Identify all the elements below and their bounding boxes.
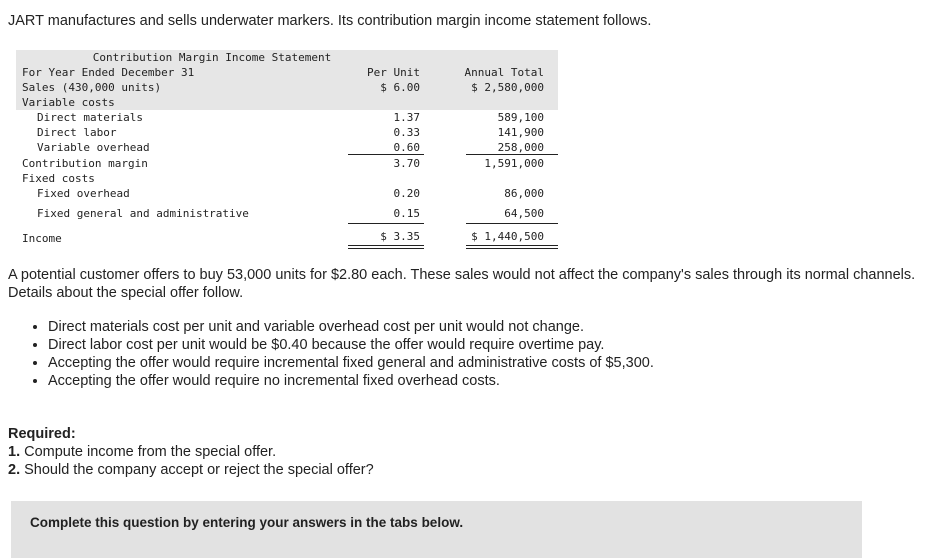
annual-value: 64,500 (504, 207, 544, 220)
per-unit-header: Per Unit (367, 66, 420, 79)
row-label: Fixed general and administrative (37, 207, 249, 220)
offer-text: A potential customer offers to buy 53,000 units for $2.80 each. These sales would not affect the company's sales through its normal channels. Details about the special offer follow. (8, 267, 916, 301)
per-unit-value: 3.70 (393, 157, 420, 170)
row-label: Sales (430,000 units) (22, 81, 162, 94)
row-label: Fixed overhead (37, 187, 130, 200)
annual-value: 258,000 (497, 141, 544, 154)
row-label: Direct materials (37, 111, 143, 124)
annual-value: 86,000 (504, 187, 544, 200)
tabs-instruction-panel (11, 501, 862, 558)
tabs-instruction-text: Complete this question by entering your answers in the tabs below. (30, 515, 464, 530)
list-item: • Direct materials cost per unit and variable overhead cost per unit would not change. (48, 318, 928, 336)
statement-title: Contribution Margin Income Statement (92, 51, 332, 64)
period-label: For Year Ended December 31 (22, 66, 195, 79)
total-double-rule (466, 245, 558, 249)
required-item-1 (8, 443, 374, 461)
required-section (8, 425, 374, 479)
item-number: 2. (8, 462, 21, 478)
required-heading: Required: (8, 426, 76, 442)
total-double-rule (348, 245, 424, 249)
annual-total-header: Annual Total (464, 66, 544, 79)
row-label: Variable overhead (37, 141, 150, 154)
annual-value: $ 1,440,500 (471, 230, 544, 243)
list-item: • Accepting the offer would require no incremental fixed overhead costs. (48, 372, 928, 390)
row-label: Direct labor (37, 126, 117, 139)
item-text: Should the company accept or reject the special offer? (24, 462, 374, 478)
per-unit-value: $ 3.35 (380, 230, 420, 243)
row-label: Income (22, 232, 62, 245)
per-unit-value: 0.20 (393, 187, 420, 200)
income-statement-table (16, 50, 558, 250)
annual-value: 141,900 (497, 126, 544, 139)
subtotal-rule (348, 223, 424, 224)
row-label: Contribution margin (22, 157, 148, 170)
subtotal-rule (466, 223, 558, 224)
per-unit-value: 1.37 (393, 111, 420, 124)
per-unit-value: 0.60 (393, 141, 420, 154)
annual-value: 1,591,000 (484, 157, 544, 170)
annual-value: 589,100 (497, 111, 544, 124)
item-text: Compute income from the special offer. (24, 444, 277, 460)
list-item: • Accepting the offer would require incremental fixed general and administrative costs of $5,300. (48, 354, 928, 372)
subtotal-rule (348, 154, 424, 155)
row-label: Variable costs (22, 96, 115, 109)
per-unit-value: $ 6.00 (380, 81, 420, 94)
offer-details-list (8, 318, 928, 390)
per-unit-value: 0.15 (393, 207, 420, 220)
intro-text: JART manufactures and sells underwater markers. Its contribution margin income statement follows. (8, 13, 652, 29)
item-number: 1. (8, 444, 21, 460)
required-item-2 (8, 461, 374, 479)
row-label: Fixed costs (22, 172, 95, 185)
list-item: • Direct labor cost per unit would be $0.40 because the offer would require overtime pay. (48, 336, 928, 354)
annual-value: $ 2,580,000 (471, 81, 544, 94)
subtotal-rule (466, 154, 558, 155)
per-unit-value: 0.33 (393, 126, 420, 139)
